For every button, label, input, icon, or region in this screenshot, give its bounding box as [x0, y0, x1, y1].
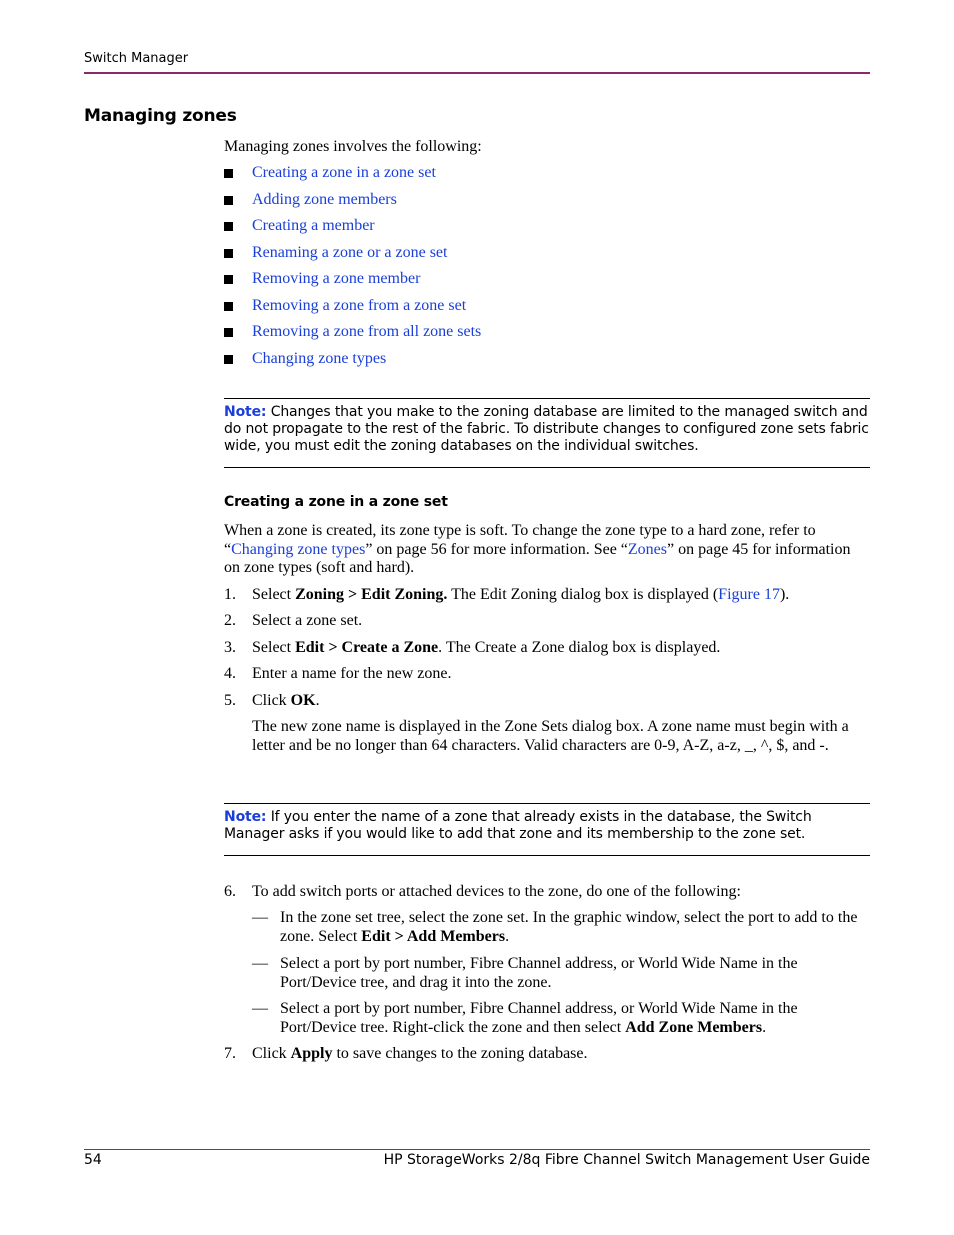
step-number: 7.	[224, 1045, 236, 1062]
option-text: Select a port by port number, Fibre Channel address, or World Wide Name in the Port/Device tree, and drag it into the zone.	[280, 955, 798, 991]
topic-link[interactable]: Changing zone types	[252, 349, 387, 367]
para-text: “	[224, 540, 232, 558]
bullet-icon	[224, 222, 233, 231]
step-number: 3.	[224, 639, 236, 656]
step-number: 1.	[224, 586, 236, 603]
note-label: Note:	[224, 809, 267, 825]
note-rule-top	[224, 398, 870, 399]
note-box	[224, 809, 870, 843]
step-text: To add switch ports or attached devices to the zone, do one of the following:	[252, 883, 741, 900]
option-text	[280, 909, 870, 946]
option-text-part: .	[505, 927, 510, 945]
list-item	[224, 350, 481, 377]
note-rule-bottom	[224, 855, 870, 856]
step-text-part: .	[315, 692, 320, 709]
button-name: OK	[290, 692, 316, 709]
running-header: Switch Manager	[84, 51, 189, 66]
step-detail: The new zone name is displayed in the Zone Sets dialog box. A zone name must begin with a letter and be no longer than 64 characters. Valid characters are 0-9, A-Z, a-z, _, ^, $, and -.	[252, 718, 849, 754]
menu-path: Zoning > Edit Zoning.	[295, 586, 448, 603]
bullet-icon	[224, 355, 233, 364]
para-text: ” on page 45 for information on zone types (soft and hard).	[224, 540, 851, 576]
dash-marker: —	[252, 1000, 268, 1017]
para-text: ” on page 56 for more information. See “	[365, 540, 628, 558]
note-rule-top	[224, 803, 870, 804]
list-item	[224, 297, 481, 324]
note-rule-bottom	[224, 467, 870, 468]
dash-marker: —	[252, 955, 268, 972]
figure-link[interactable]: Figure 17	[718, 586, 780, 603]
topic-link[interactable]: Removing a zone from a zone set	[252, 296, 467, 314]
menu-path: Edit > Add Members	[361, 927, 506, 945]
menu-item-name: Add Zone Members	[625, 1018, 763, 1036]
section-heading: Managing zones	[84, 106, 237, 126]
note-box	[224, 404, 870, 455]
topic-link[interactable]: Adding zone members	[252, 190, 397, 208]
list-item	[224, 270, 481, 297]
document-title: HP StorageWorks 2/8q Fibre Channel Switch Management User Guide	[383, 1152, 870, 1168]
header-rule	[84, 72, 870, 74]
button-name: Apply	[290, 1045, 333, 1062]
step-text-part: Select	[252, 586, 296, 603]
option-text-part: Select a port by port number, Fibre Channel address, or World Wide Name in the Port/Device tree. Right-click the zone and then select	[280, 1000, 798, 1036]
bullet-icon	[224, 169, 233, 178]
step-text	[252, 586, 870, 605]
footer-rule	[84, 1149, 870, 1150]
step-text-part: . The Create a Zone dialog box is displayed.	[438, 639, 721, 656]
step-number: 4.	[224, 665, 236, 682]
step-text	[252, 639, 720, 658]
bullet-icon	[224, 275, 233, 284]
zones-link[interactable]: Zones	[627, 540, 667, 558]
bullet-icon	[224, 196, 233, 205]
page-number: 54	[84, 1152, 102, 1168]
menu-path: Edit > Create a Zone	[295, 639, 439, 656]
list-item	[224, 164, 481, 191]
note-text: If you enter the name of a zone that already exists in the database, the Switch Manager asks if you would like to add that zone and its membership to the zone set.	[224, 809, 812, 842]
step-number: 5.	[224, 692, 236, 709]
para-text: When a zone is created, its zone type is soft. To change the zone type to a hard zone, refer to	[224, 522, 816, 539]
step-text-part: Select	[252, 639, 296, 656]
step-text	[252, 692, 320, 711]
bullet-icon	[224, 302, 233, 311]
step-number: 6.	[224, 883, 236, 900]
topic-link[interactable]: Creating a member	[252, 217, 375, 234]
list-item	[224, 217, 481, 244]
topic-link[interactable]: Creating a zone in a zone set	[252, 164, 436, 181]
subsection-heading: Creating a zone in a zone set	[224, 494, 448, 510]
option-text-part: .	[762, 1018, 767, 1036]
zone-type-paragraph	[224, 522, 870, 578]
dash-marker: —	[252, 909, 268, 926]
intro-text: Managing zones involves the following:	[224, 138, 482, 155]
note-label: Note:	[224, 404, 267, 420]
topic-list	[224, 164, 481, 376]
step-text-part: ).	[779, 586, 790, 603]
step-number: 2.	[224, 612, 236, 629]
step-text-part: Click	[252, 692, 291, 709]
list-item	[224, 244, 481, 271]
option-text-part: In the zone set tree, select the zone set. In the graphic window, select the port to add to the zone. Select	[280, 909, 858, 945]
option-text	[280, 1000, 870, 1037]
step-text: Enter a name for the new zone.	[252, 665, 452, 682]
bullet-icon	[224, 328, 233, 337]
step-text: Select a zone set.	[252, 612, 363, 629]
step-text-part: to save changes to the zoning database.	[332, 1045, 588, 1062]
step-text-part: Click	[252, 1045, 291, 1062]
list-item	[224, 323, 481, 350]
topic-link[interactable]: Renaming a zone or a zone set	[252, 243, 448, 261]
step-text-part: The Edit Zoning dialog box is displayed (	[447, 586, 719, 603]
changing-zone-types-link[interactable]: Changing zone types	[231, 540, 366, 558]
topic-link[interactable]: Removing a zone member	[252, 270, 421, 287]
list-item	[224, 191, 481, 218]
bullet-icon	[224, 249, 233, 258]
topic-link[interactable]: Removing a zone from all zone sets	[252, 323, 482, 340]
step-text	[252, 1045, 588, 1064]
note-text: Changes that you make to the zoning database are limited to the managed switch and do not propagate to the rest of the fabric. To distribute changes to configured zone sets fabric wide, you must edit the zoning databases on the individual switches.	[224, 404, 869, 454]
